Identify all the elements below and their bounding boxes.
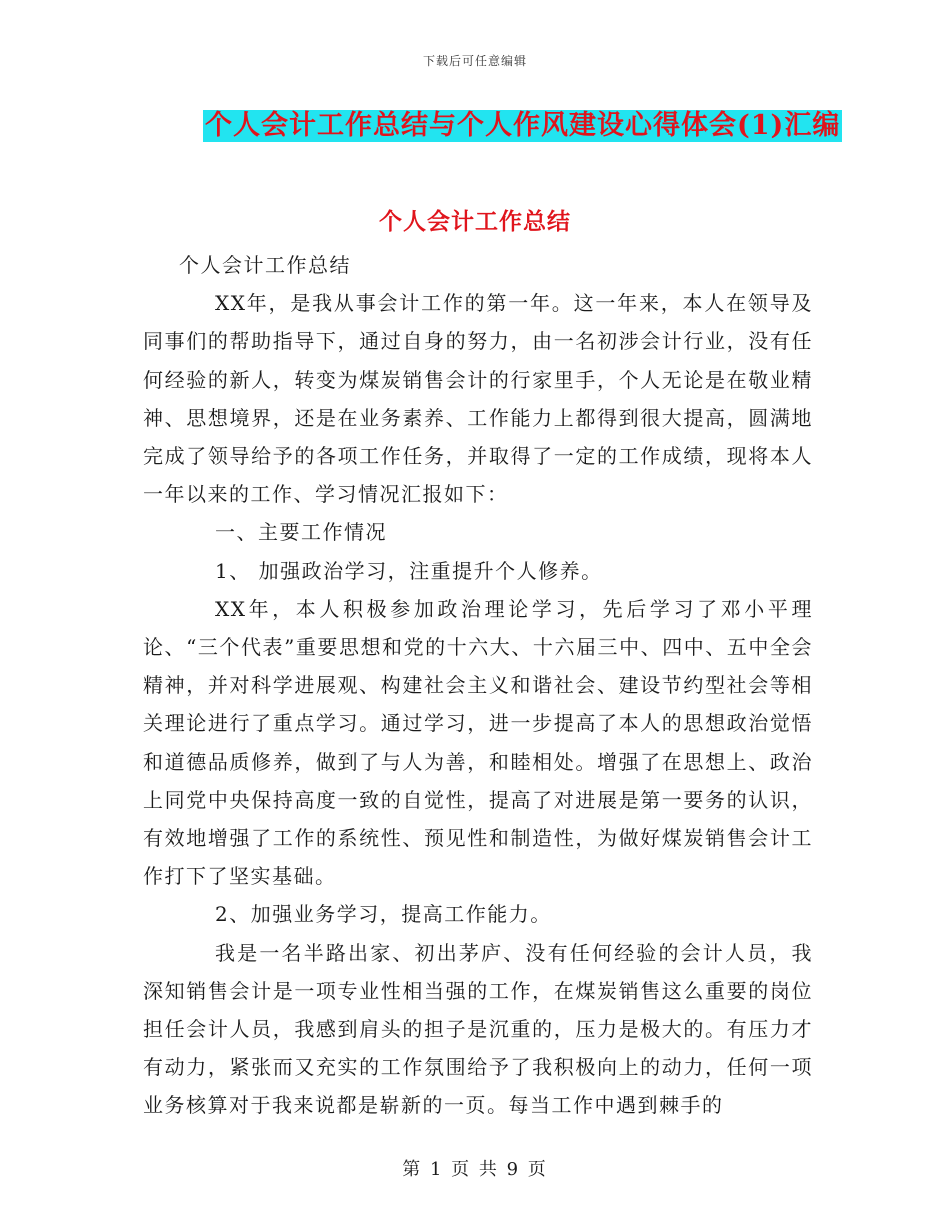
- paragraph-subtitle: 个人会计工作总结: [179, 253, 351, 277]
- section-title: 个人会计工作总结: [379, 208, 571, 235]
- paragraph-heading: 2、加强业务学习，提高工作能力。: [215, 902, 552, 927]
- paragraph-heading: 一、主要工作情况: [215, 520, 387, 545]
- paragraph-heading: 1、 加强政治学习，注重提升个人修养。: [215, 558, 603, 583]
- paragraph: 我是一名半路出家、初出茅庐、没有任何经验的会计人员，我深知销售会计是一项专业性相当强的工作，在煤炭销售这么重要的岗位担任会计人员，我感到肩头的担子是沉重的，压力是极大的。有压力才有动力，紧张而又充实的工作氛围给予了我积极向上的动力，任何一项业务核算对于我来说都是崭新的一页。每当工作中遇到棘手的: [143, 940, 813, 1118]
- page-footer: 第 1 页 共 9 页: [402, 1159, 548, 1180]
- paragraph: XX年，是我从事会计工作的第一年。这一年来，本人在领导及同事们的帮助指导下，通过自身的努力，由一名初涉会计行业，没有任何经验的新人，转变为煤炭销售会计的行家里手，个人无论是在敬业精神、思想境界，还是在业务素养、工作能力上都得到很大提高，圆满地完成了领导给予的各项工作任务，并取得了一定的工作成绩，现将本人一年以来的工作、学习情况汇报如下：: [143, 291, 813, 507]
- document-title: 个人会计工作总结与个人作风建设心得体会(1)汇编: [205, 110, 841, 141]
- document-body: [143, 246, 813, 1125]
- paragraph: XX年，本人积极参加政治理论学习，先后学习了邓小平理论、“三个代表”重要思想和党的十六大、十六届三中、四中、五中全会精神，并对科学进展观、构建社会主义和谐社会、建设节约型社会等相关理论进行了重点学习。通过学习，进一步提高了本人的思想政治觉悟和道德品质修养，做到了与人为善，和睦相处。增强了在思想上、政治上同党中央保持高度一致的自觉性，提高了对进展是第一要务的认识，有效地增强了工作的系统性、预见性和制造性，为做好煤炭销售会计工作打下了坚实基础。: [143, 596, 813, 889]
- header-note: 下载后可任意编辑: [422, 54, 527, 68]
